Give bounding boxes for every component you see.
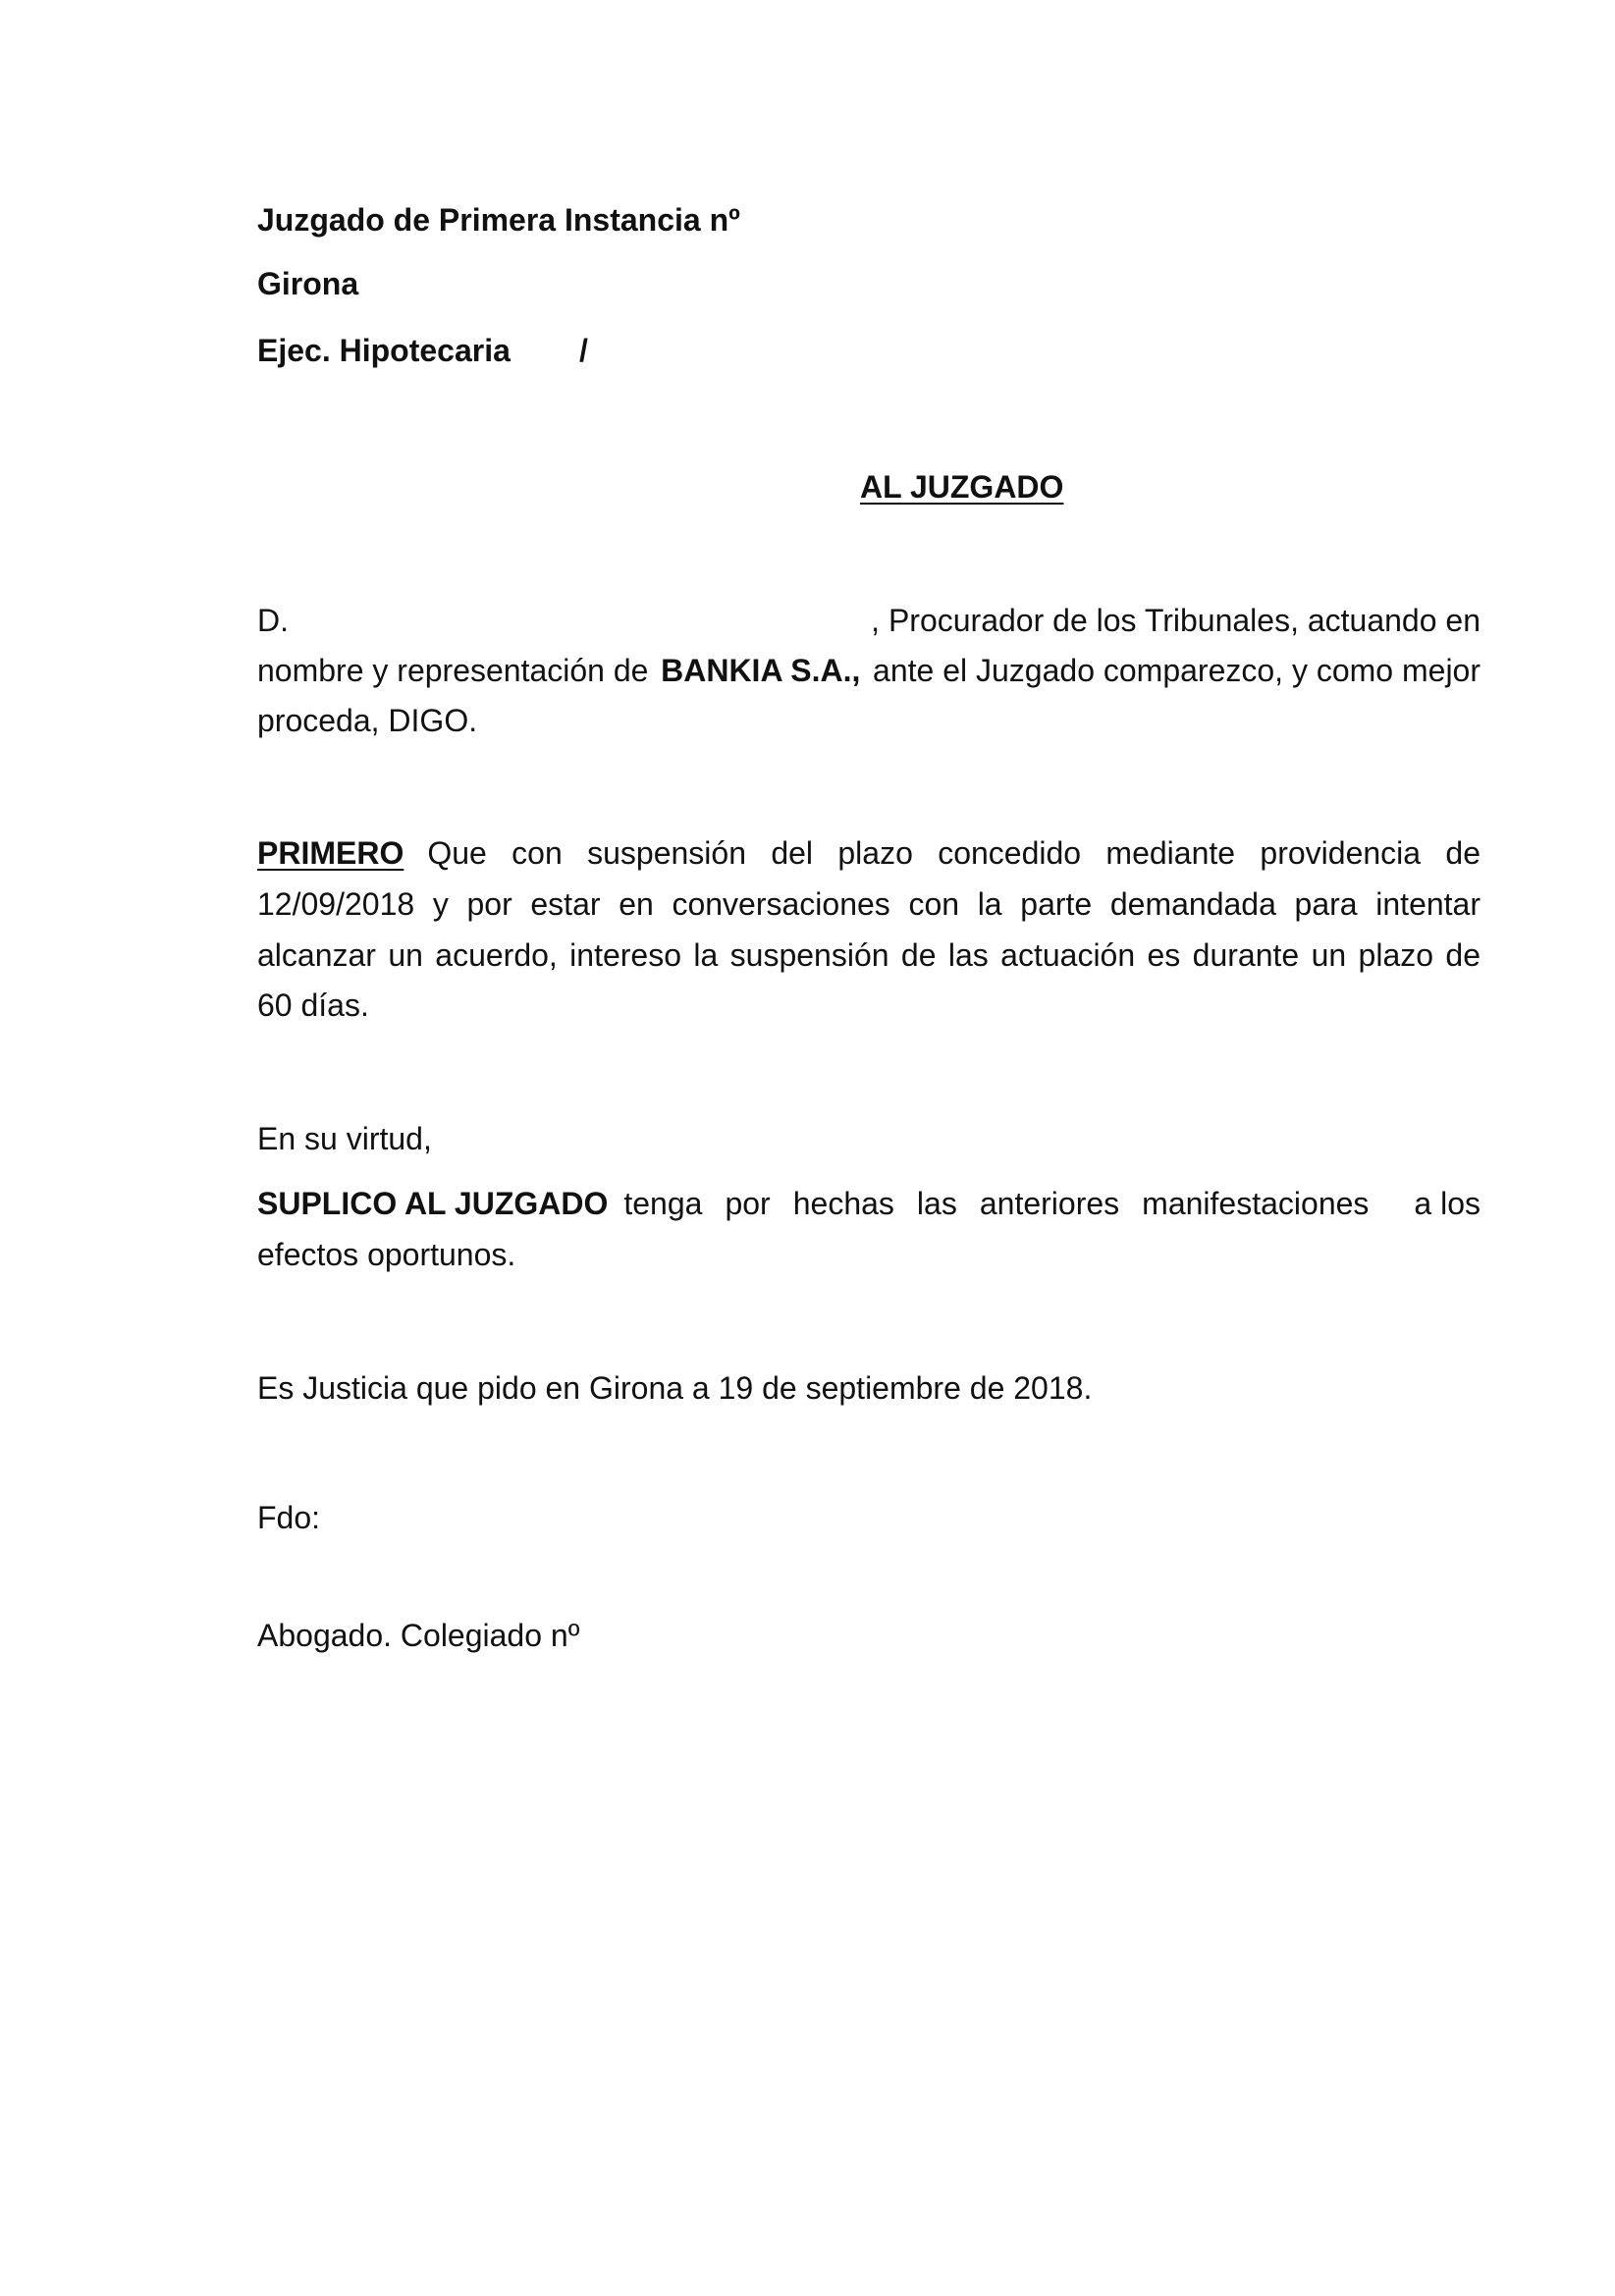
court-name: Juzgado de Primera Instancia nº <box>257 202 740 238</box>
primero-line-4: 60 días. <box>257 988 369 1023</box>
intro-line-2-start: nombre y representación de <box>257 653 649 688</box>
primero-line-3: alcanzar un acuerdo, intereso la suspensión de las actuación es durante un plazo de <box>257 937 1480 973</box>
suplico-line-2: efectos oportunos. <box>257 1237 516 1272</box>
primero-line-1 <box>257 833 1480 873</box>
suplico-line-1-end: a los <box>1414 1186 1480 1221</box>
primero-line-2: 12/09/2018 y por estar en conversaciones con la parte demandada para intentar <box>257 886 1480 922</box>
en-su-virtud: En su virtud, <box>257 1121 432 1156</box>
intro-name-prefix: D. <box>257 603 289 638</box>
signature-label: Fdo: <box>257 1500 321 1535</box>
suplico-heading: SUPLICO AL JUZGADO <box>257 1186 609 1221</box>
justicia-line: Es Justicia que pido en Girona a 19 de septiembre de 2018. <box>257 1370 1093 1406</box>
lawyer-line: Abogado. Colegiado nº <box>257 1618 580 1653</box>
addressee-heading: AL JUZGADO <box>860 469 1064 505</box>
primero-line-1-text: Que con suspensión del plazo concedido mediante providencia de <box>427 835 1480 871</box>
case-type: Ejec. Hipotecaria <box>257 333 511 368</box>
intro-line-3: proceda, DIGO. <box>257 703 478 738</box>
primero-heading: PRIMERO <box>257 835 404 871</box>
suplico-line-1-text: tenga por hechas las anteriores manifestaciones <box>623 1186 1370 1221</box>
court-city: Girona <box>257 266 359 301</box>
client-name: BANKIA S.A., <box>661 653 861 688</box>
intro-line-2 <box>257 651 1480 690</box>
case-number-separator: / <box>579 333 588 368</box>
intro-line-1: , Procurador de los Tribunales, actuando en <box>871 603 1480 638</box>
suplico-line-1 <box>257 1184 1480 1223</box>
intro-line-2-end: ante el Juzgado comparezco, y como mejor <box>873 653 1480 688</box>
